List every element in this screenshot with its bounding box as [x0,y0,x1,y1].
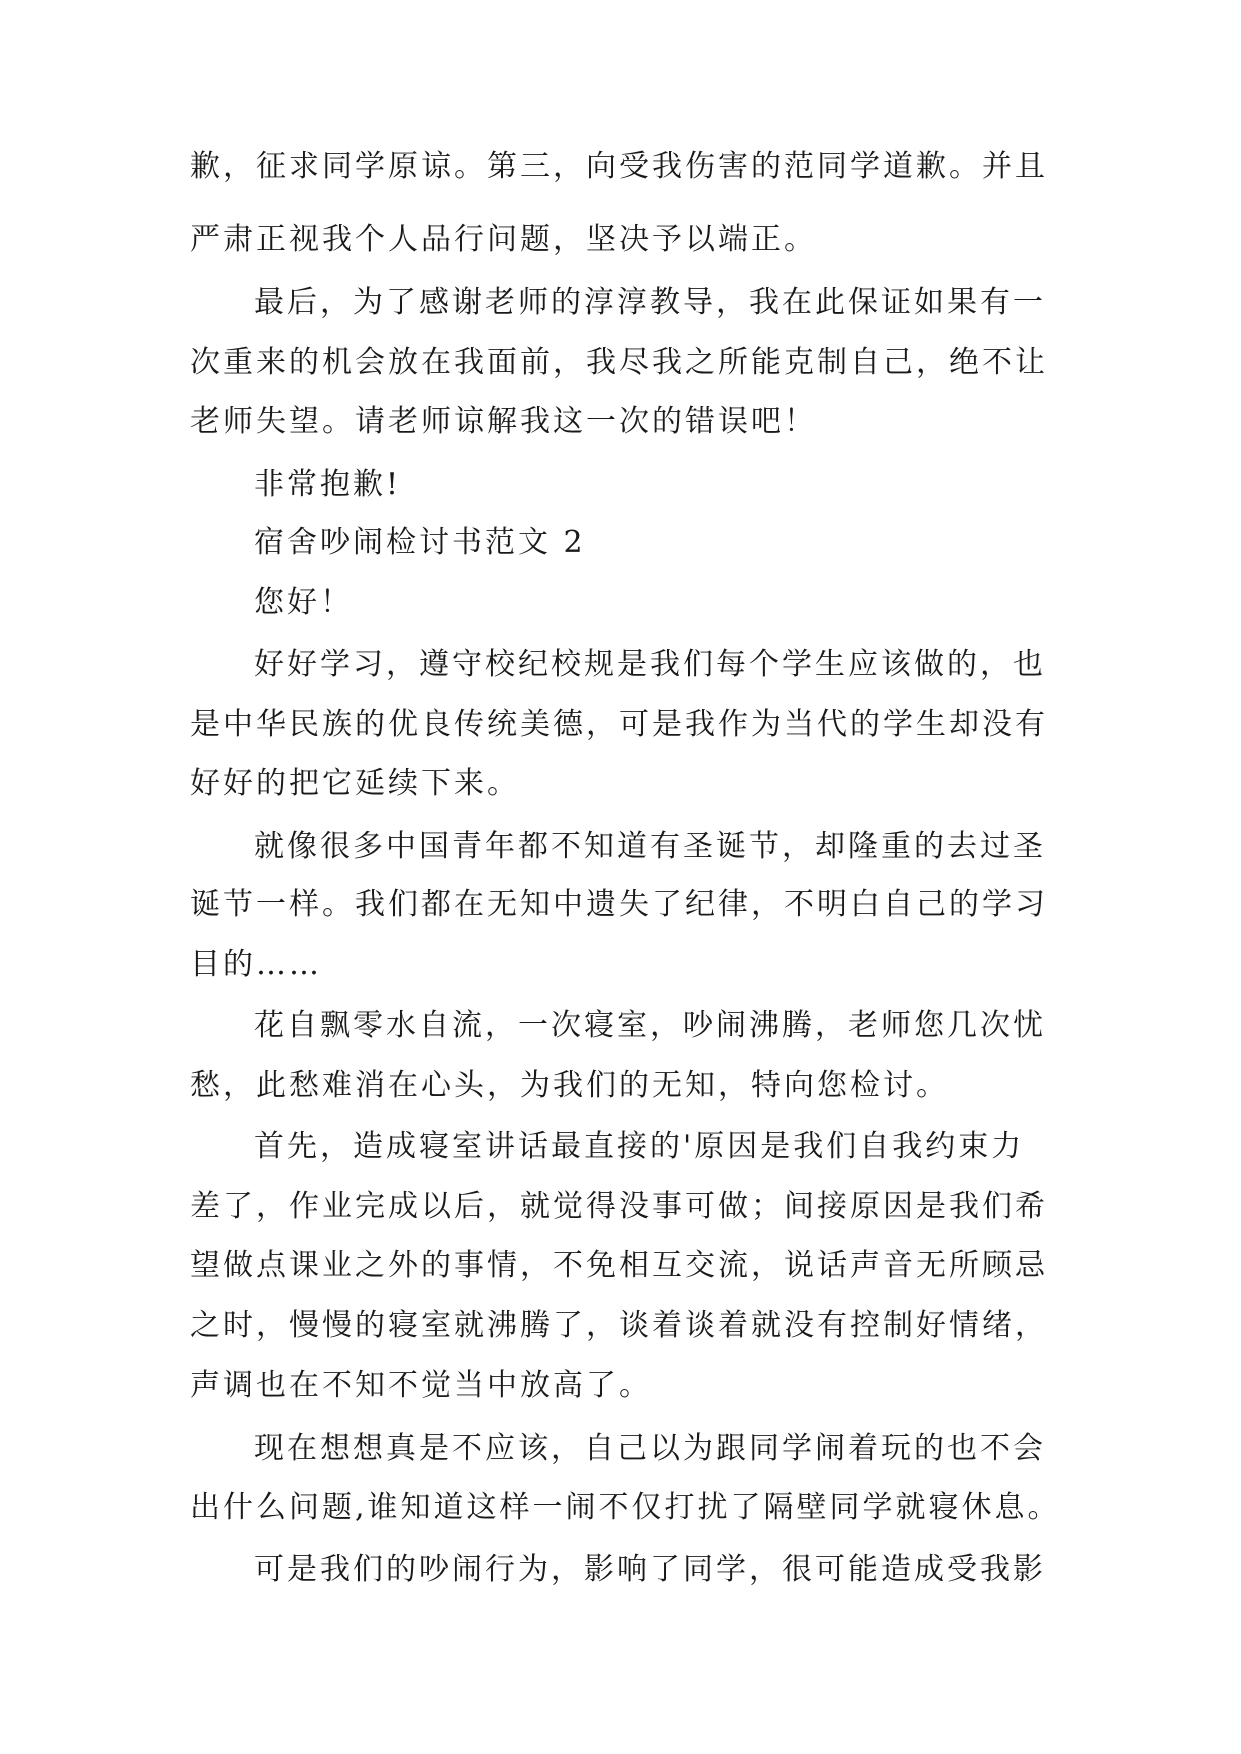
text-line: 好好学习，遵守校纪校规是我们每个学生应该做的，也 [254,647,1046,682]
text-line: 诞节一样。我们都在无知中遗失了纪律，不明白自己的学习 [190,887,1048,922]
text-line: 老师失望。请老师谅解我这一次的错误吧！ [190,404,817,439]
text-line: 就像很多中国青年都不知道有圣诞节，却隆重的去过圣 [254,829,1046,864]
salutation: 您好！ [254,585,353,620]
text-line: 现在想想真是不应该，自己以为跟同学闹着玩的也不会 [254,1431,1046,1466]
text-line: 望做点课业之外的事情，不免相互交流，说话声音无所顾忌 [190,1248,1048,1283]
text-line: 好好的把它延续下来。 [190,766,520,801]
text-line: 差了，作业完成以后，就觉得没事可做；间接原因是我们希 [190,1189,1048,1224]
document-heading: 宿舍吵闹检讨书范文 2 [254,525,586,560]
text-line: 次重来的机会放在我面前，我尽我之所能克制自己，绝不让 [190,345,1048,380]
text-line: 歉，征求同学原谅。第三，向受我伤害的范同学道歉。并且 [190,149,1048,184]
text-line: 严肃正视我个人品行问题，坚决予以端正。 [190,222,817,257]
text-line: 非常抱歉! [254,467,402,502]
text-line: 声调也在不知不觉当中放高了。 [190,1368,652,1403]
text-line: 首先，造成寝室讲话最直接的'原因是我们自我约束力 [254,1129,1025,1164]
text-line: 愁，此愁难消在心头，为我们的无知，特向您检讨。 [190,1068,949,1103]
text-line: 之时，慢慢的寝室就沸腾了，谈着谈着就没有控制好情绪， [190,1308,1048,1343]
text-line: 出什么问题,谁知道这样一闹不仅打扰了隔壁同学就寝休息。 [190,1490,1061,1525]
text-line: 是中华民族的优良传统美德，可是我作为当代的学生却没有 [190,707,1048,742]
text-line: 目的…… [190,947,322,982]
text-line: 最后，为了感谢老师的淳淳教导，我在此保证如果有一 [254,285,1046,320]
text-line: 可是我们的吵闹行为，影响了同学，很可能造成受我影 [254,1552,1046,1587]
text-line: 花自飘零水自流，一次寝室，吵闹沸腾，老师您几次忧 [254,1008,1046,1043]
